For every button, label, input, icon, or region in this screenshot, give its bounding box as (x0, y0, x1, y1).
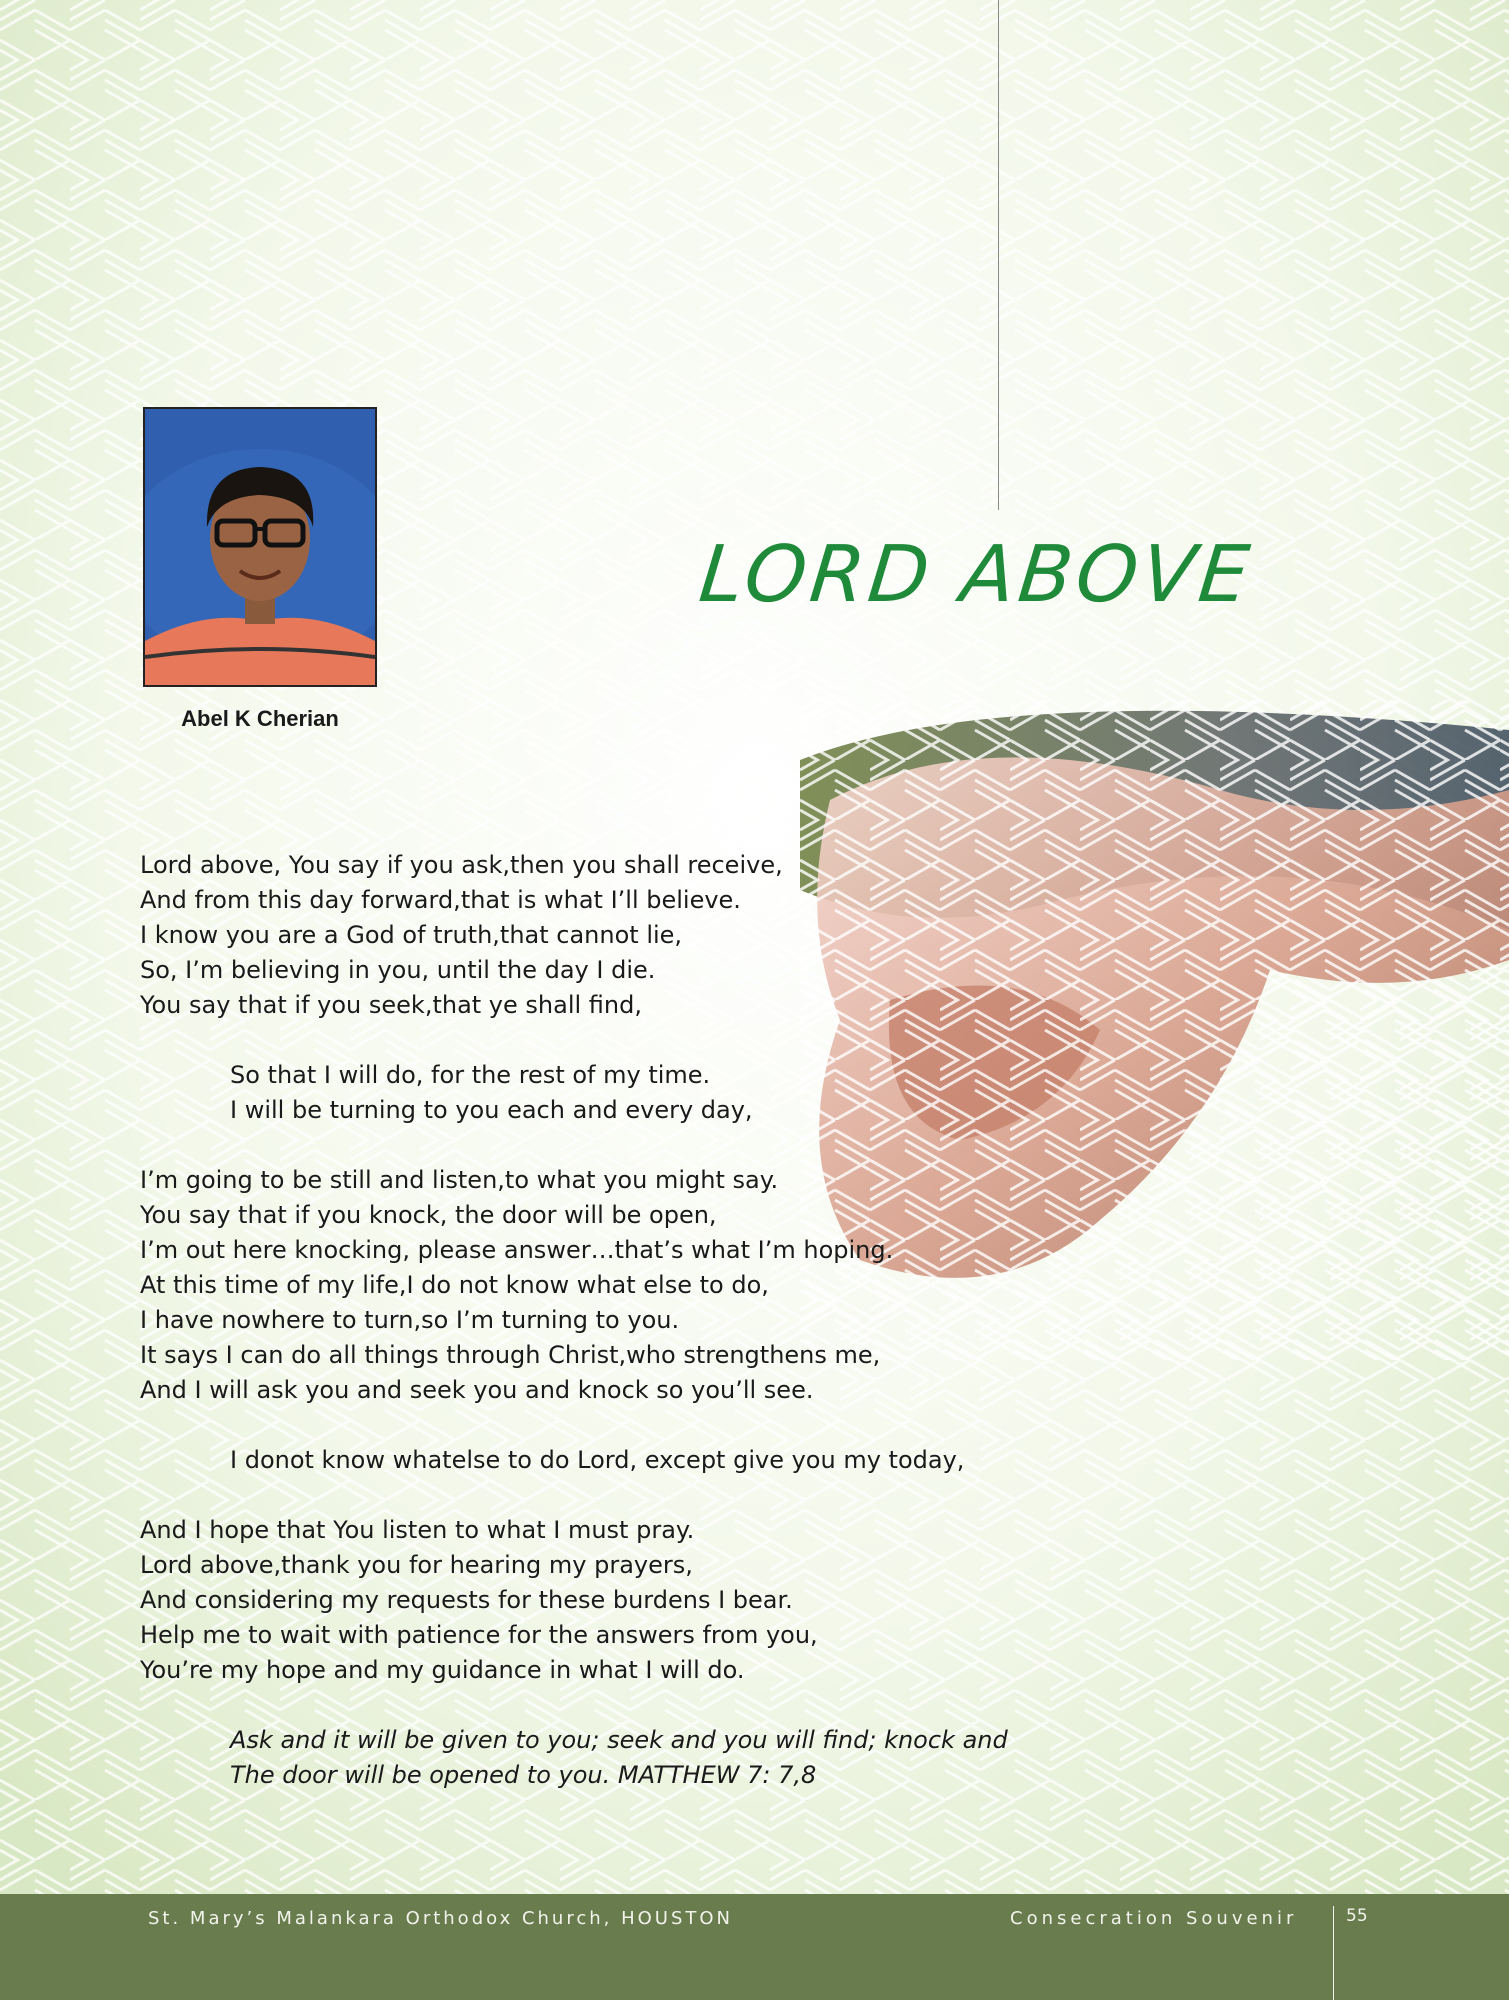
poem-line: I have nowhere to turn,so I’m turning to you. (140, 1306, 680, 1334)
page-title: LORD ABOVE (695, 530, 1258, 620)
scripture-line: The door will be opened to you. MATTHEW 7: 7,8 (230, 1761, 817, 1789)
poem-line: I donot know whatelse to do Lord, except give you my today, (230, 1446, 965, 1474)
poem (140, 848, 1040, 1828)
poem-stanza (140, 1443, 1040, 1478)
poem-line: I know you are a God of truth,that cannot lie, (140, 921, 683, 949)
poem-line: Help me to wait with patience for the answers from you, (140, 1621, 818, 1649)
scripture-line: Ask and it will be given to you; seek and you will find; knock and (230, 1726, 1008, 1754)
poem-line: Lord above,thank you for hearing my prayers, (140, 1551, 693, 1579)
footer-publication-name: Consecration Souvenir (1010, 1908, 1298, 1929)
poem-line: You’re my hope and my guidance in what I will do. (140, 1656, 745, 1684)
poem-line: And from this day forward,that is what I’ll believe. (140, 886, 741, 914)
page-number: 55 (1346, 1906, 1368, 1926)
poem-line: And considering my requests for these burdens I bear. (140, 1586, 793, 1614)
poem-line: So, I’m believing in you, until the day I die. (140, 956, 656, 984)
footer-divider (1333, 1906, 1334, 2000)
poem-line: You say that if you seek,that ye shall find, (140, 991, 642, 1019)
poem-line: I will be turning to you each and every day, (230, 1096, 753, 1124)
hanging-line (998, 0, 999, 510)
poem-line: It says I can do all things through Christ,who strengthens me, (140, 1341, 881, 1369)
poem-stanza (140, 1163, 1040, 1408)
poem-line: And I will ask you and seek you and knock so you’ll see. (140, 1376, 814, 1404)
author-photo (143, 407, 377, 687)
footer-church-name: St. Mary’s Malankara Orthodox Church, HOUSTON (148, 1908, 734, 1929)
poem-line: So that I will do, for the rest of my time. (230, 1061, 711, 1089)
page-footer (0, 1894, 1509, 2000)
poem-stanza (140, 1513, 1040, 1688)
poem-stanza (140, 848, 1040, 1023)
poem-stanza (140, 1058, 1040, 1128)
poem-line: I’m going to be still and listen,to what you might say. (140, 1166, 779, 1194)
poem-line: And I hope that You listen to what I must pray. (140, 1516, 695, 1544)
poem-line: You say that if you knock, the door will be open, (140, 1201, 717, 1229)
poem-line: I’m out here knocking, please answer…that’s what I’m hoping. (140, 1236, 894, 1264)
poem-line: Lord above, You say if you ask,then you shall receive, (140, 851, 783, 879)
poem-line: At this time of my life,I do not know what else to do, (140, 1271, 769, 1299)
author-name: Abel K Cherian (181, 706, 339, 731)
scripture-quote (140, 1723, 1040, 1793)
